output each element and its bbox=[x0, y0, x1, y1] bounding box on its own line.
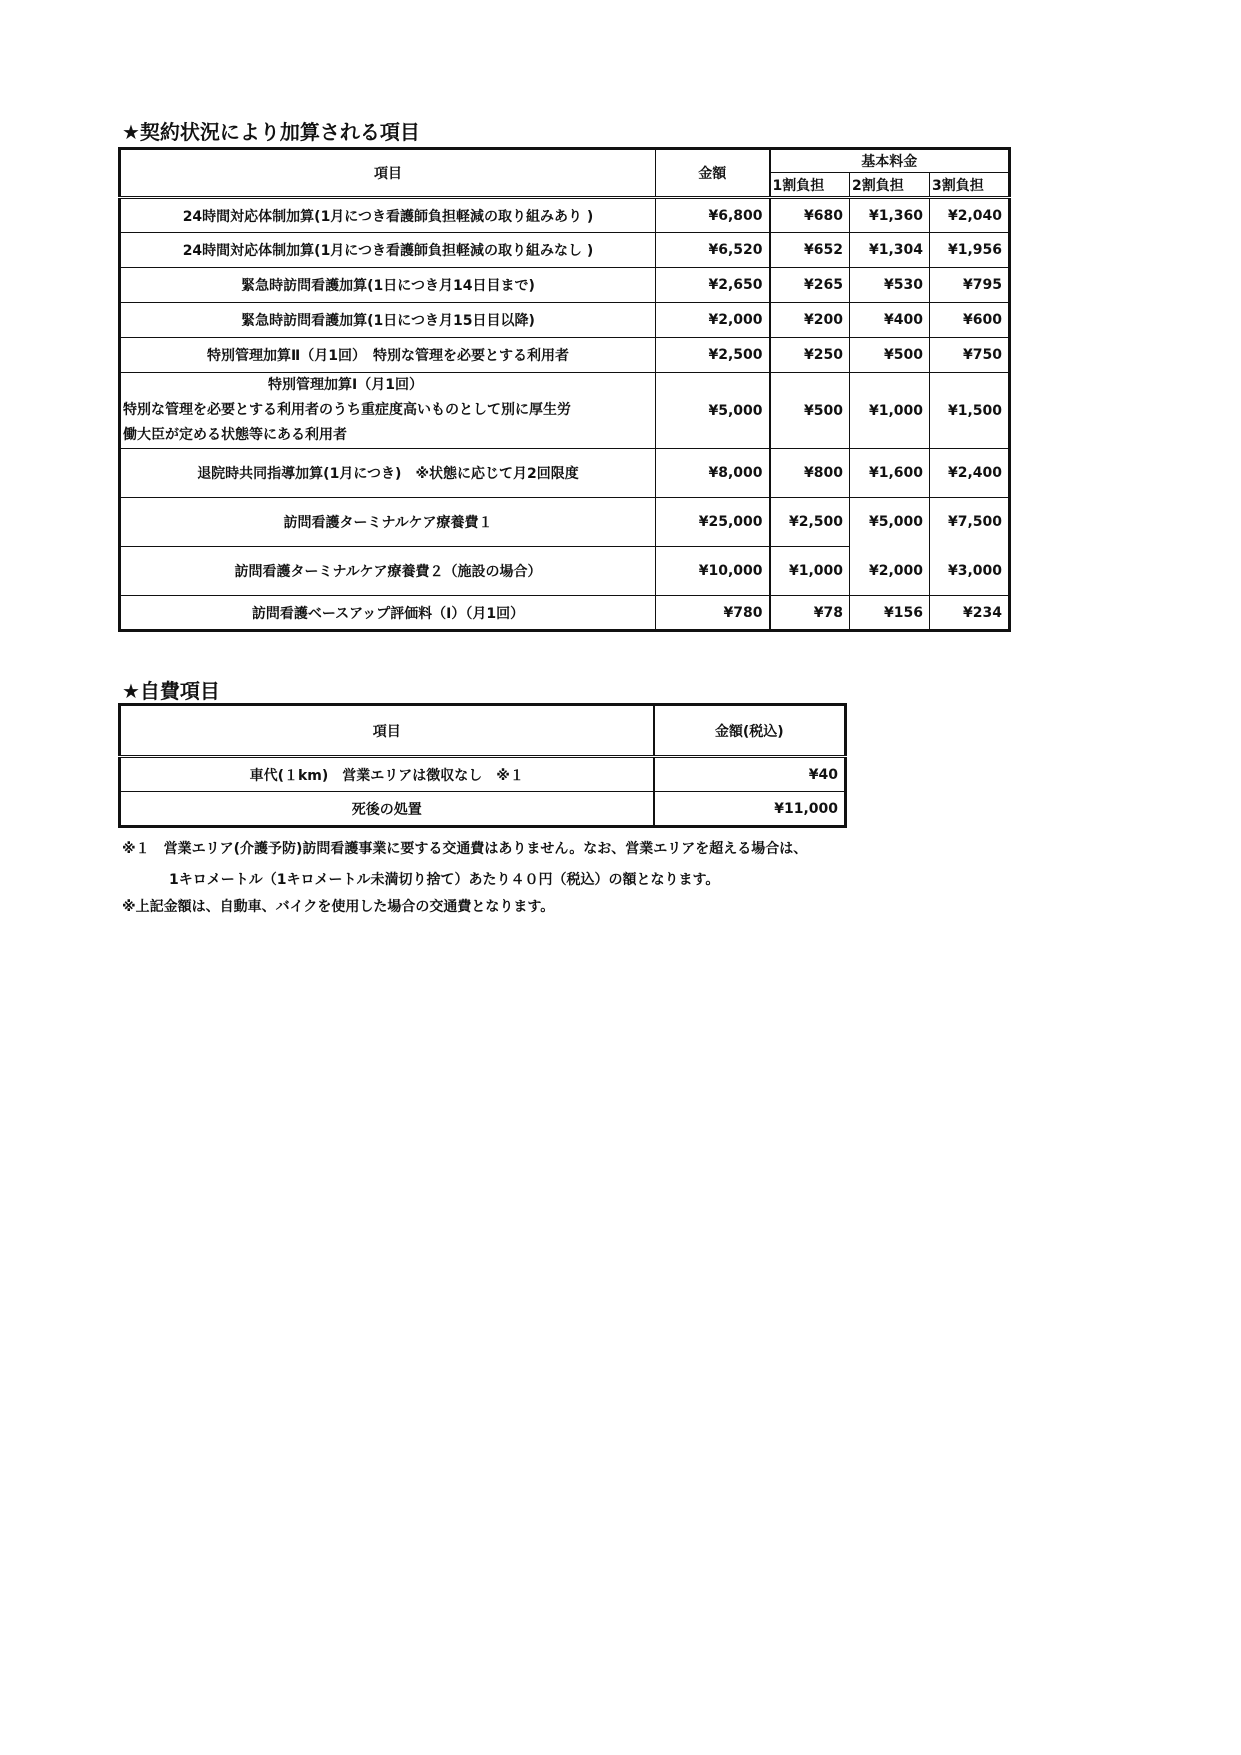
row-p1: ¥250 bbox=[770, 338, 850, 373]
row-item: 24時間対応体制加算(1月につき看護師負担軽減の取り組みなし ) bbox=[120, 233, 656, 268]
row-p3: ¥1,956 bbox=[930, 233, 1010, 268]
header-1-割: 1割負担 bbox=[770, 173, 850, 198]
row-item: 退院時共同指導加算(1月につき) ※状態に応じて月2回限度 bbox=[120, 449, 656, 498]
table-row bbox=[120, 303, 1010, 338]
row-p2: ¥530 bbox=[850, 268, 930, 303]
row-p2: ¥1,304 bbox=[850, 233, 930, 268]
row-p1: ¥680 bbox=[770, 198, 850, 233]
row-amount: ¥6,520 bbox=[656, 233, 770, 268]
row-item-line: 特別管理加算Ⅰ（月1回） bbox=[268, 377, 423, 393]
header-item: 項目 bbox=[120, 705, 654, 757]
table-row bbox=[120, 198, 1010, 233]
row-item: 訪問看護ベースアップ評価料（Ⅰ）（月1回） bbox=[120, 596, 656, 631]
row-amount: ¥780 bbox=[656, 596, 770, 631]
row-p1: ¥265 bbox=[770, 268, 850, 303]
table-row bbox=[120, 449, 1010, 498]
table-row bbox=[120, 373, 1010, 449]
note-2: 1キロメートル（1キロメートル未満切り捨て）あたり４０円（税込）の額となります。 bbox=[169, 872, 720, 888]
row-p1: ¥78 bbox=[770, 596, 850, 631]
section-title-self-pay: ★自費項目 bbox=[122, 679, 220, 703]
header-2-割: 2割負担 bbox=[850, 173, 930, 198]
row-p3: ¥234 bbox=[930, 596, 1010, 631]
row-p3: ¥2,400 bbox=[930, 449, 1010, 498]
header-basic-fee: 基本料金 bbox=[770, 149, 1010, 173]
row-item: 24時間対応体制加算(1月につき看護師負担軽減の取り組みあり ) bbox=[120, 198, 656, 233]
row-item-multiline bbox=[120, 373, 656, 449]
table-row bbox=[120, 792, 846, 827]
row-amount: ¥11,000 bbox=[654, 792, 846, 827]
row-amount: ¥25,000 bbox=[656, 498, 770, 547]
header-amount: 金額 bbox=[656, 149, 770, 198]
row-p3: ¥2,040 bbox=[930, 198, 1010, 233]
row-p3: ¥1,500 bbox=[930, 373, 1010, 449]
row-amount: ¥2,500 bbox=[656, 338, 770, 373]
additions-table bbox=[118, 147, 1011, 632]
row-p3: ¥3,000 bbox=[930, 547, 1010, 596]
row-p3: ¥750 bbox=[930, 338, 1010, 373]
row-p1: ¥800 bbox=[770, 449, 850, 498]
header-item: 項目 bbox=[120, 149, 656, 198]
row-p2: ¥1,360 bbox=[850, 198, 930, 233]
table-row bbox=[120, 757, 846, 792]
row-item-line: 特別な管理を必要とする利用者のうち重症度高いものとして別に厚生労 bbox=[123, 402, 571, 418]
row-p2: ¥400 bbox=[850, 303, 930, 338]
table-row bbox=[120, 547, 1010, 596]
row-amount: ¥2,000 bbox=[656, 303, 770, 338]
row-item-line: 働大臣が定める状態等にある利用者 bbox=[123, 427, 347, 443]
row-p2: ¥2,000 bbox=[850, 547, 930, 596]
row-p2: ¥156 bbox=[850, 596, 930, 631]
row-p3: ¥600 bbox=[930, 303, 1010, 338]
row-item: 特別管理加算Ⅱ（月1回） 特別な管理を必要とする利用者 bbox=[120, 338, 656, 373]
table-row bbox=[120, 596, 1010, 631]
row-p2: ¥500 bbox=[850, 338, 930, 373]
row-p2: ¥5,000 bbox=[850, 498, 930, 547]
row-p2: ¥1,600 bbox=[850, 449, 930, 498]
row-item: 訪問看護ターミナルケア療養費１ bbox=[120, 498, 656, 547]
row-item: 車代(１km) 営業エリアは徴収なし ※１ bbox=[120, 757, 654, 792]
row-p2: ¥1,000 bbox=[850, 373, 930, 449]
header-amount-tax: 金額(税込) bbox=[654, 705, 846, 757]
row-amount: ¥6,800 bbox=[656, 198, 770, 233]
table-row bbox=[120, 498, 1010, 547]
table-row bbox=[120, 338, 1010, 373]
row-p3: ¥7,500 bbox=[930, 498, 1010, 547]
row-p1: ¥200 bbox=[770, 303, 850, 338]
row-amount: ¥5,000 bbox=[656, 373, 770, 449]
table-row bbox=[120, 268, 1010, 303]
row-amount: ¥8,000 bbox=[656, 449, 770, 498]
row-p1: ¥500 bbox=[770, 373, 850, 449]
row-p1: ¥1,000 bbox=[770, 547, 850, 596]
row-amount: ¥10,000 bbox=[656, 547, 770, 596]
row-item: 訪問看護ターミナルケア療養費２（施設の場合） bbox=[120, 547, 656, 596]
section-title-additions: ★契約状況により加算される項目 bbox=[122, 120, 420, 144]
row-item: 緊急時訪問看護加算(1日につき月14日目まで) bbox=[120, 268, 656, 303]
table-row bbox=[120, 233, 1010, 268]
row-item: 死後の処置 bbox=[120, 792, 654, 827]
row-p1: ¥2,500 bbox=[770, 498, 850, 547]
self-pay-table bbox=[118, 703, 847, 828]
row-amount: ¥40 bbox=[654, 757, 846, 792]
row-amount: ¥2,650 bbox=[656, 268, 770, 303]
row-item: 緊急時訪問看護加算(1日につき月15日目以降) bbox=[120, 303, 656, 338]
row-p1: ¥652 bbox=[770, 233, 850, 268]
note-3: ※上記金額は、自動車、バイクを使用した場合の交通費となります。 bbox=[122, 899, 555, 915]
note-1: ※１ 営業エリア(介護予防)訪問看護事業に要する交通費はありません。なお、営業エリアを超える場合は、 bbox=[122, 841, 808, 857]
row-p3: ¥795 bbox=[930, 268, 1010, 303]
header-3-割: 3割負担 bbox=[930, 173, 1010, 198]
